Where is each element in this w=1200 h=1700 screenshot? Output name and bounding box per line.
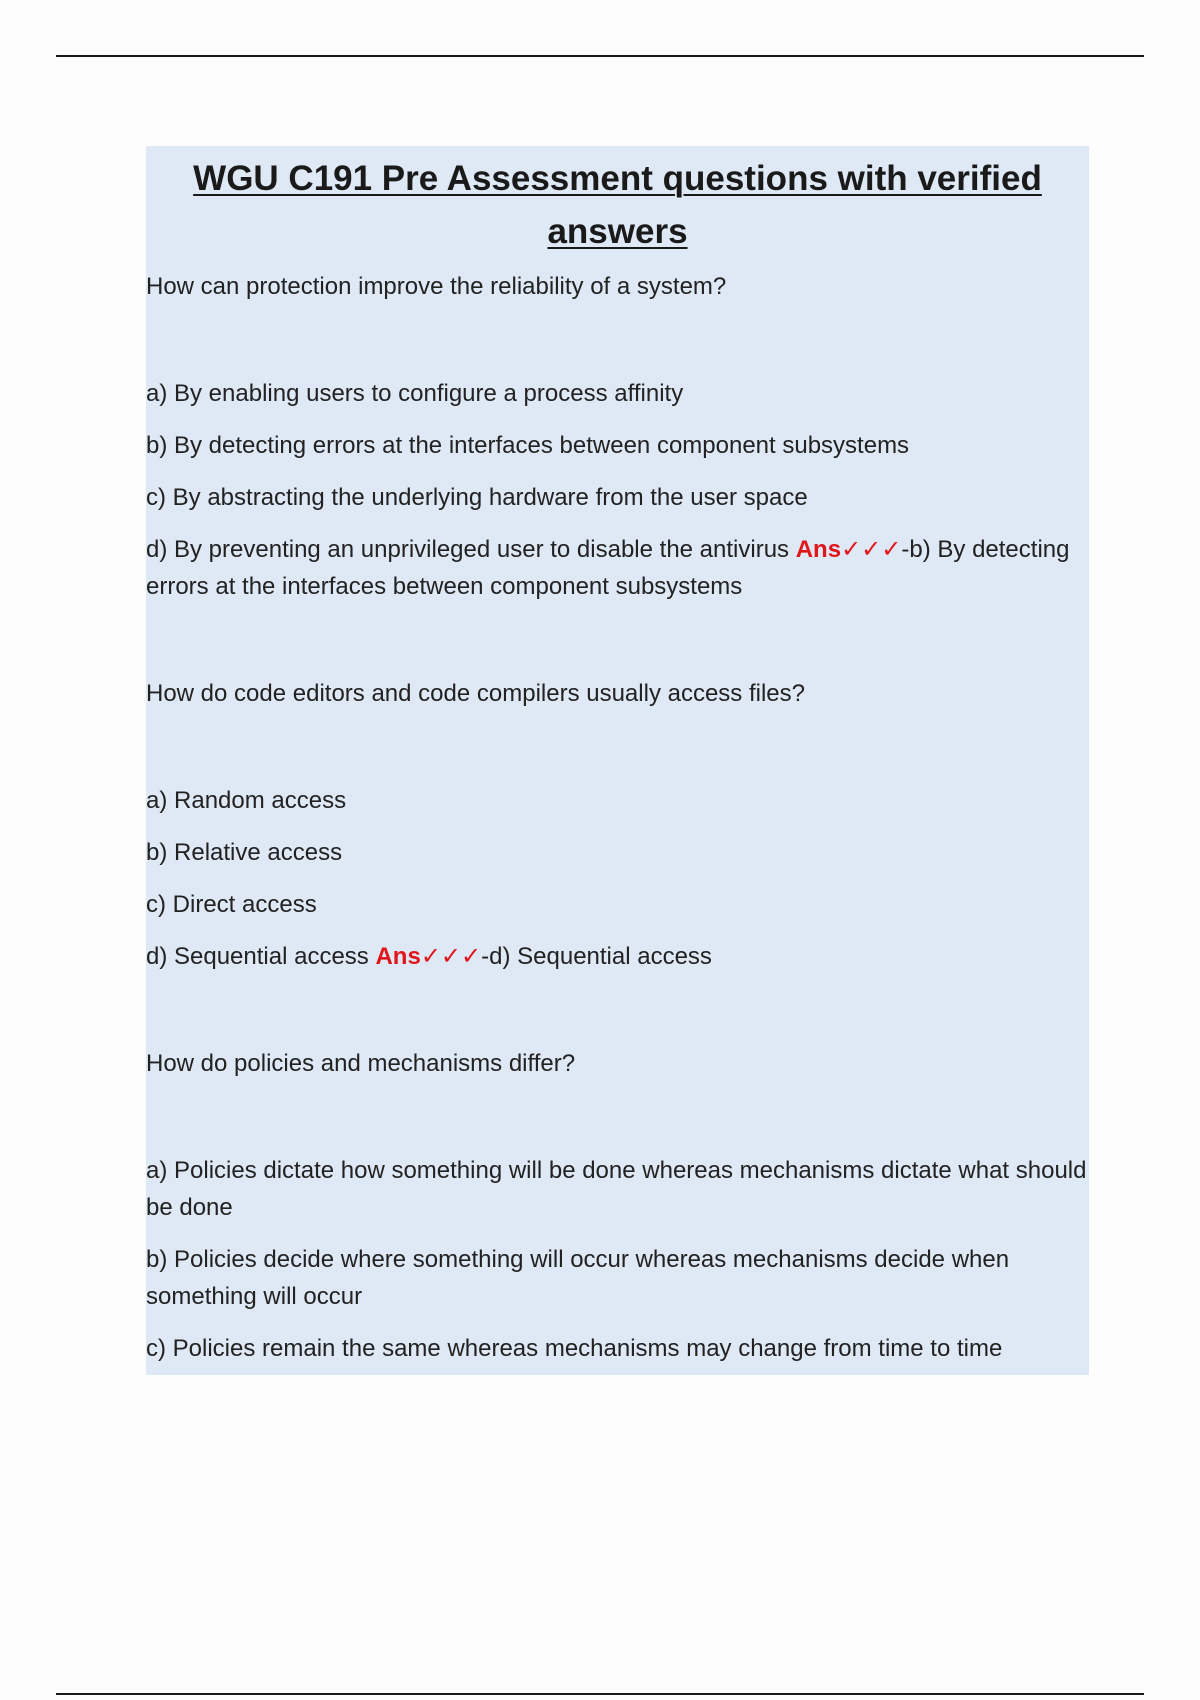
document-body (146, 146, 1089, 1375)
correct-answer: -b) By detecting errors at the interfaces between component subsystems (146, 536, 1070, 600)
footer-rule (56, 1693, 1144, 1695)
header-rule (56, 55, 1144, 57)
question-text: How do code editors and code compilers usually access files? (146, 680, 806, 707)
answer-option: a) By enabling users to configure a process affinity (146, 380, 684, 407)
answer-option: a) Policies dictate how something will be done whereas mechanisms dictate what should be done (146, 1157, 1087, 1221)
check-marks-icon: ✓✓✓ (841, 536, 902, 563)
answer-option: a) Random access (146, 787, 347, 814)
answer-option: c) By abstracting the underlying hardware from the user space (146, 484, 808, 511)
question-text: How do policies and mechanisms differ? (146, 1050, 576, 1077)
answer-option: c) Policies remain the same whereas mechanisms may change from time to time (146, 1335, 1003, 1362)
document-title: WGU C191 Pre Assessment questions with verified answers (193, 159, 1042, 251)
answer-option-text: d) By preventing an unprivileged user to disable the antivirus (146, 536, 790, 563)
answer-label: Ans (795, 536, 842, 563)
question-text: How can protection improve the reliability of a system? (146, 273, 727, 300)
answer-option: c) Direct access (146, 891, 317, 918)
check-marks-icon: ✓✓✓ (420, 943, 482, 970)
answer-option: b) Relative access (146, 839, 343, 866)
answer-option-with-answer (146, 938, 1089, 975)
correct-answer: -d) Sequential access (481, 943, 712, 970)
answer-option-with-answer (146, 531, 1089, 605)
answer-option: b) Policies decide where something will occur whereas mechanisms decide when something will occur (146, 1246, 1010, 1310)
answer-option-text: d) Sequential access (146, 943, 369, 970)
answer-option: b) By detecting errors at the interfaces between component subsystems (146, 432, 910, 459)
answer-label: Ans (375, 943, 421, 970)
